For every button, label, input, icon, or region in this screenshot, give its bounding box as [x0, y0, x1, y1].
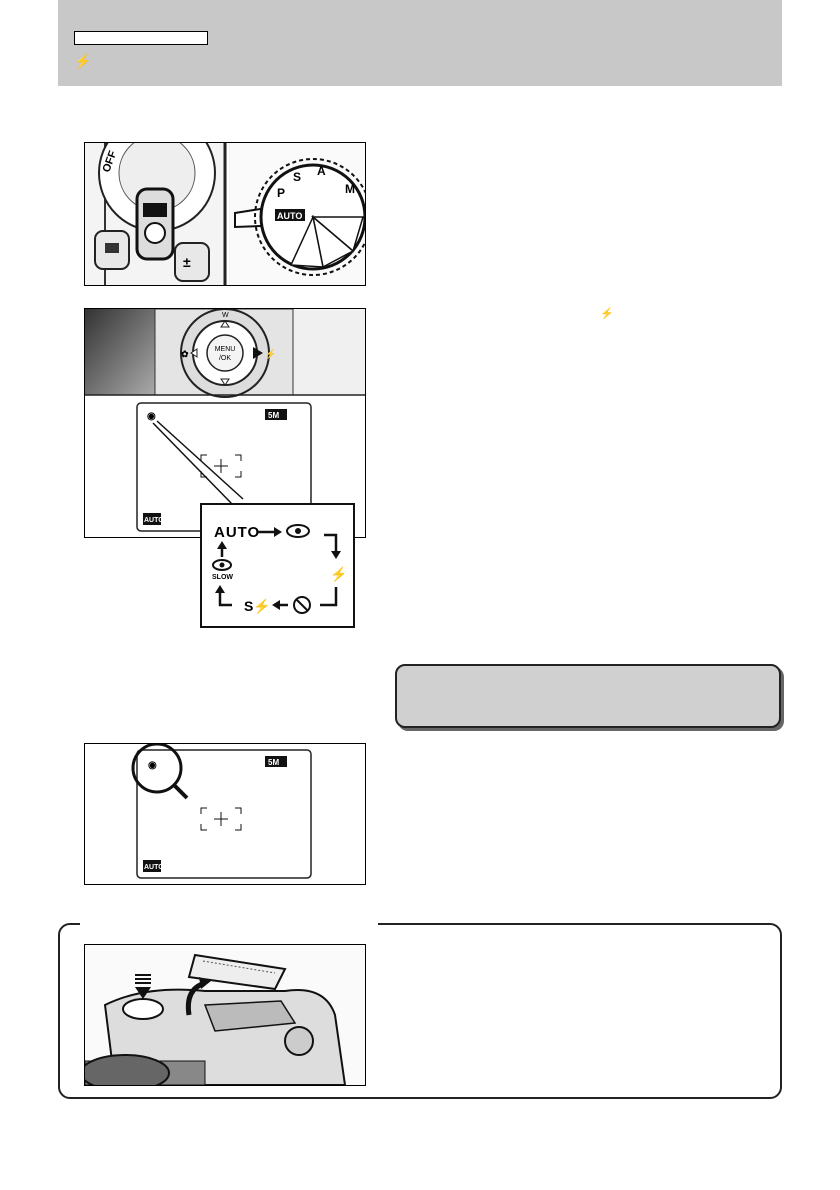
flash-cycle-inset	[200, 503, 355, 628]
tip-heading	[80, 914, 378, 926]
zoom-w-label: W	[222, 312, 229, 319]
figure-flash-popup	[84, 944, 366, 1086]
mode-badge-bottom: AUTO	[144, 864, 164, 871]
dial-label-s: S	[293, 170, 302, 184]
mode-dial-illustration	[85, 143, 365, 285]
flash-mode-slow-sync: S⚡	[244, 598, 271, 614]
svg-text:✿: ✿	[181, 349, 189, 359]
figure-mode-dial	[84, 142, 366, 286]
menu-ok-label: MENU	[214, 346, 236, 353]
dial-label-a: A	[317, 164, 326, 178]
dial-label-auto: AUTO	[277, 211, 303, 221]
size-badge: 5M	[268, 411, 280, 420]
flash-mode-slow-label: SLOW	[212, 574, 233, 581]
svg-text:⚡: ⚡	[265, 349, 277, 359]
dial-label-m: M	[345, 182, 355, 196]
inline-flash-icon: ⚡	[600, 308, 614, 320]
size-badge-bottom: 5M	[268, 758, 280, 767]
flash-icon: ⚡	[74, 53, 92, 69]
camera-flash-illustration	[85, 945, 365, 1085]
dial-label-p: P	[277, 186, 286, 200]
flash-mode-auto: AUTO	[214, 524, 261, 541]
note-box	[395, 664, 781, 728]
header-label-box	[74, 31, 208, 45]
mode-badge: AUTO	[144, 517, 164, 524]
svg-text:/OK: /OK	[218, 355, 232, 362]
figure-lcd-red-eye	[84, 743, 366, 885]
svg-text:±: ±	[183, 254, 191, 270]
lcd-magnifier-illustration	[85, 744, 365, 884]
flash-mode-forced: ⚡	[330, 566, 348, 582]
red-eye-icon: ◉	[147, 411, 156, 422]
red-eye-icon-magnified: ◉	[148, 760, 157, 771]
switch-label-off: OFF	[100, 149, 120, 175]
flash-cycle-diagram	[202, 505, 353, 626]
